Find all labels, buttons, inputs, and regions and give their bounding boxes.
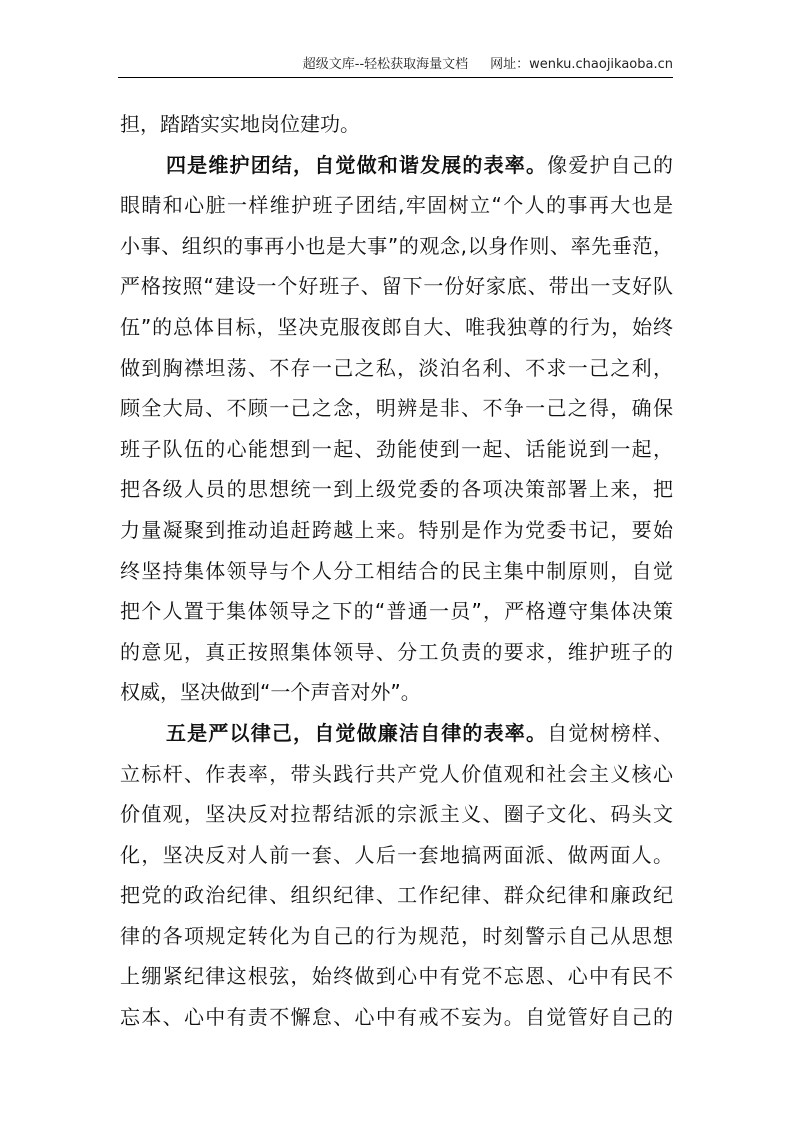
section-heading: 五是严以律己，自觉做廉洁自律的表率。	[166, 720, 548, 745]
paragraph-line: 把党的政治纪律、组织纪律、工作纪律、群众纪律和廉政纪	[120, 883, 673, 908]
paragraph-line: 把个人置于集体领导之下的“普通一员”，严格遵守集体决策	[120, 599, 673, 624]
paragraph-line: 忘本、心中有责不懈怠、心中有戒不妄为。自觉管好自己的	[120, 1005, 673, 1030]
section-heading: 四是维护团结，自觉做和谐发展的表率。	[166, 152, 548, 177]
paragraph-line: 终坚持集体领导与个人分工相结合的民主集中制原则，自觉	[120, 558, 673, 583]
page-header	[118, 56, 673, 78]
paragraph-line: 担，踏踏实实地岗位建功。	[120, 112, 360, 136]
paragraph-line: 上绷紧纪律这根弦，始终做到心中有党不忘恩、心中有民不	[120, 964, 673, 989]
paragraph-line: 化，坚决反对人前一套、人后一套地搞两面派、做两面人。	[120, 842, 673, 867]
document-body	[120, 104, 673, 1038]
paragraph-line: 力量凝聚到推动追赶跨越上来。特别是作为党委书记，要始	[120, 517, 673, 542]
paragraph-line: 做到胸襟坦荡、不存一己之私，淡泊名利、不求一己之利，	[120, 355, 673, 380]
paragraph-heading-line	[120, 145, 673, 186]
paragraph-line: 把各级人员的思想统一到上级党委的各项决策部署上来，把	[120, 477, 673, 502]
paragraph-line: 立标杆、作表率，带头践行共产党人价值观和社会主义核心	[120, 761, 673, 786]
paragraph-line: 小事、组织的事再小也是大事”的观念,以身作则、率先垂范，	[120, 233, 673, 258]
paragraph-line: 律的各项规定转化为自己的行为规范，时刻警示自己从思想	[120, 923, 673, 948]
header-url: 网址：wenku.chaojikaoba.cn	[490, 57, 673, 72]
paragraph-line: 严格按照“建设一个好班子、留下一份好家底、带出一支好队	[120, 274, 673, 299]
paragraph-line: 班子队伍的心能想到一起、劲能使到一起、话能说到一起，	[120, 436, 673, 461]
paragraph-heading-line	[120, 713, 673, 754]
paragraph-line: 权威，坚决做到“一个声音对外”。	[120, 680, 421, 705]
paragraph-text: 像爱护自己的	[547, 152, 674, 177]
paragraph-line: 价值观，坚决反对拉帮结派的宗派主义、圈子文化、码头文	[120, 802, 673, 827]
paragraph-line: 顾全大局、不顾一己之念，明辨是非、不争一己之得，确保	[120, 396, 673, 421]
paragraph-line: 眼睛和心脏一样维护班子团结,牢固树立“个人的事再大也是	[120, 193, 673, 218]
paragraph-line: 伍”的总体目标，坚决克服夜郎自大、唯我独尊的行为，始终	[120, 314, 673, 339]
paragraph-line: 的意见，真正按照集体领导、分工负责的要求，维护班子的	[120, 639, 673, 664]
header-site-name: 超级文库--轻松获取海量文档	[302, 57, 469, 72]
paragraph-text: 自觉树榜样、	[547, 720, 674, 745]
